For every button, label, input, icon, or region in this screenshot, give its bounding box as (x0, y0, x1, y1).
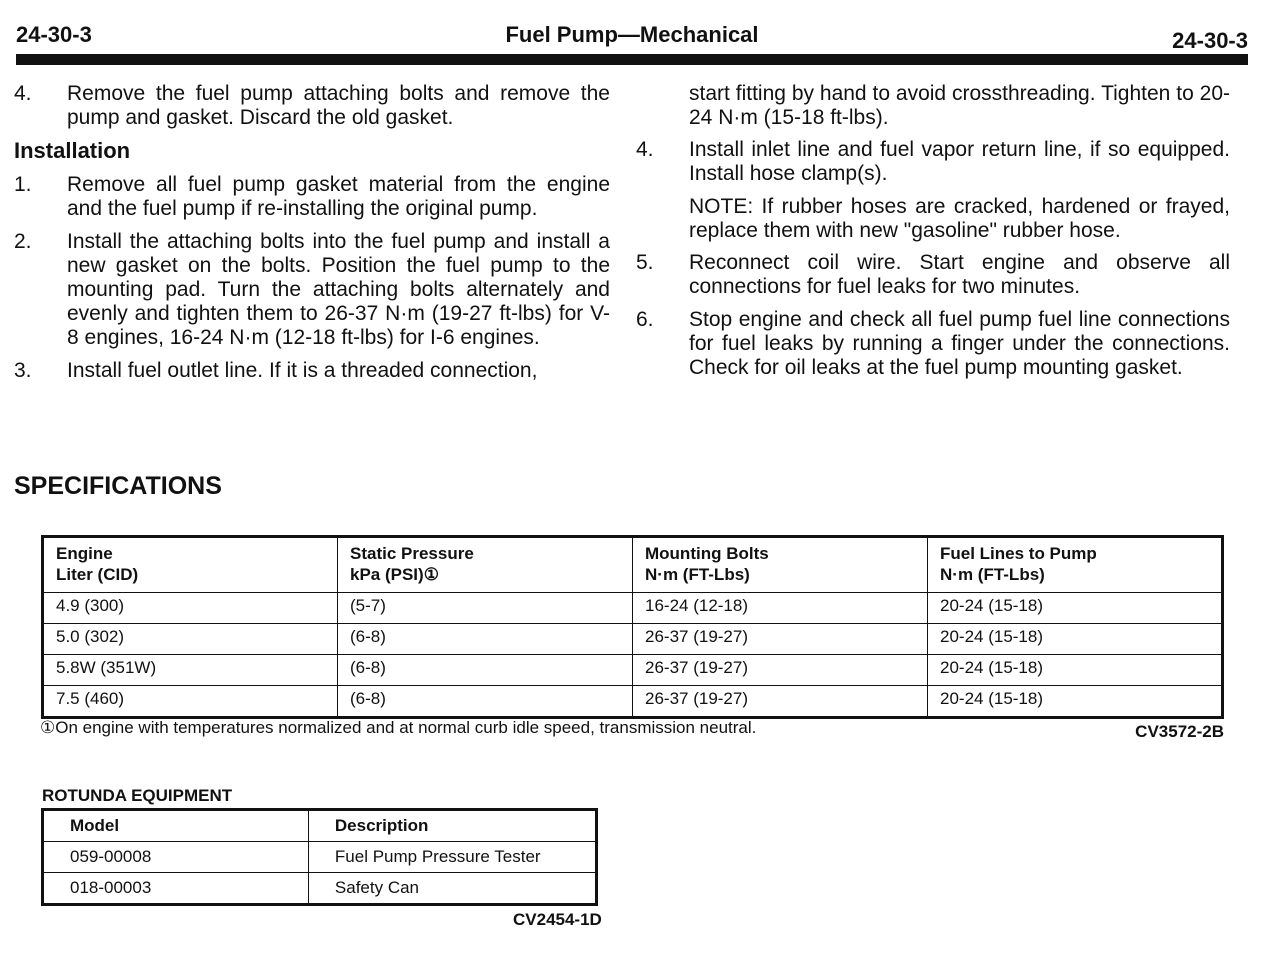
step-text: Remove all fuel pump gasket material from the engine and the fuel pump if re-installing the original pump. (67, 173, 610, 220)
specifications-heading: SPECIFICATIONS (14, 472, 222, 500)
specifications-footnote: ①On engine with temperatures normalized and at normal curb idle speed, transmission neutral. (40, 718, 757, 737)
rotunda-figure-code: CV2454-1D (513, 910, 602, 929)
col-header-fuel-lines (928, 537, 1223, 593)
table-cell: 059-00008 (43, 842, 309, 873)
table-cell: 20-24 (15-18) (928, 624, 1223, 655)
table-cell: Safety Can (308, 873, 596, 905)
table-cell: 018-00003 (43, 873, 309, 905)
step-text: Install the attaching bolts into the fuel pump and install a new gasket on the bolts. Position the fuel pump to the mounting pad. Turn the attaching bolts alternately and evenly and tighten them to 26-37 N·m (19-27 ft-lbs) for V-8 engines, 16-24 N·m (12-18 ft-lbs) for I-6 engines. (67, 230, 610, 349)
page-number-right: 24-30-3 (1172, 28, 1248, 53)
col-header-model: Model (43, 810, 309, 842)
header-line: N·m (FT-Lbs) (940, 565, 1045, 584)
step-number: 5. (636, 251, 654, 274)
step-text: Install inlet line and fuel vapor return line, if so equipped. Install hose clamp(s). (689, 138, 1230, 185)
installation-step-1 (14, 173, 610, 221)
col-header-description: Description (308, 810, 596, 842)
table-cell: 26-37 (19-27) (633, 624, 928, 655)
specifications-table (41, 535, 1224, 719)
table-cell: 5.8W (351W) (43, 655, 338, 686)
table-row (43, 873, 597, 905)
table-cell: (6-8) (338, 686, 633, 718)
step-number: 4. (636, 138, 654, 161)
header-line: kPa (PSI)① (350, 565, 439, 584)
table-cell: 16-24 (12-18) (633, 593, 928, 624)
table-row (43, 842, 597, 873)
header-line: Engine (56, 544, 113, 563)
table-row (43, 593, 1223, 624)
step-text: Remove the fuel pump attaching bolts and remove the pump and gasket. Discard the old gasket. (67, 82, 610, 129)
col-header-static-pressure (338, 537, 633, 593)
page-number-left: 24-30-3 (16, 22, 92, 47)
table-header-row (43, 537, 1223, 593)
table-cell: 4.9 (300) (43, 593, 338, 624)
step-text: Install fuel outlet line. If it is a threaded connection, (67, 359, 538, 382)
header-line: Liter (CID) (56, 565, 139, 584)
step-number: 3. (14, 359, 32, 382)
table-cell: 20-24 (15-18) (928, 686, 1223, 718)
step-number: 2. (14, 230, 32, 253)
table-row (43, 686, 1223, 718)
col-header-mounting-bolts (633, 537, 928, 593)
step-number: 1. (14, 173, 32, 196)
installation-step-6 (636, 308, 1230, 380)
header-rule (16, 54, 1248, 65)
table-cell: 20-24 (15-18) (928, 655, 1223, 686)
installation-heading: Installation (14, 138, 131, 163)
table-cell: Fuel Pump Pressure Tester (308, 842, 596, 873)
installation-step-5 (636, 251, 1230, 299)
step-text: Reconnect coil wire. Start engine and observe all connections for fuel leaks for two minutes. (689, 251, 1230, 298)
table-header-row (43, 810, 597, 842)
table-cell: 5.0 (302) (43, 624, 338, 655)
installation-step-2 (14, 230, 610, 350)
page-header (16, 20, 1248, 54)
table-row (43, 655, 1223, 686)
installation-step-3 (14, 359, 610, 383)
table-cell: 26-37 (19-27) (633, 686, 928, 718)
table-cell: (6-8) (338, 624, 633, 655)
left-column (14, 82, 610, 392)
table-cell: (5-7) (338, 593, 633, 624)
table-cell: 7.5 (460) (43, 686, 338, 718)
col-header-engine (43, 537, 338, 593)
removal-step-4 (14, 82, 610, 130)
hose-note: NOTE: If rubber hoses are cracked, hardened or frayed, replace them with new "gasoline" rubber hose. (689, 195, 1230, 242)
header-line: Static Pressure (350, 544, 474, 563)
rotunda-equipment-heading: ROTUNDA EQUIPMENT (42, 786, 233, 805)
header-line: Mounting Bolts (645, 544, 769, 563)
step-number: 4. (14, 82, 32, 105)
step-3-continuation: start fitting by hand to avoid crossthreading. Tighten to 20-24 N·m (15-18 ft-lbs). (689, 82, 1230, 129)
table-cell: (6-8) (338, 655, 633, 686)
page-title: Fuel Pump—Mechanical (505, 22, 759, 47)
rotunda-equipment-table (41, 808, 598, 906)
step-text: Stop engine and check all fuel pump fuel line connections for fuel leaks by running a finger under the connections. Check for oil leaks at the fuel pump mounting gasket. (689, 308, 1230, 379)
table-cell: 26-37 (19-27) (633, 655, 928, 686)
header-line: N·m (FT-Lbs) (645, 565, 750, 584)
step-number: 6. (636, 308, 654, 331)
table-row (43, 624, 1223, 655)
specifications-figure-code: CV3572-2B (1135, 722, 1224, 741)
header-line: Fuel Lines to Pump (940, 544, 1097, 563)
installation-step-4 (636, 138, 1230, 186)
right-column (636, 82, 1230, 389)
table-cell: 20-24 (15-18) (928, 593, 1223, 624)
